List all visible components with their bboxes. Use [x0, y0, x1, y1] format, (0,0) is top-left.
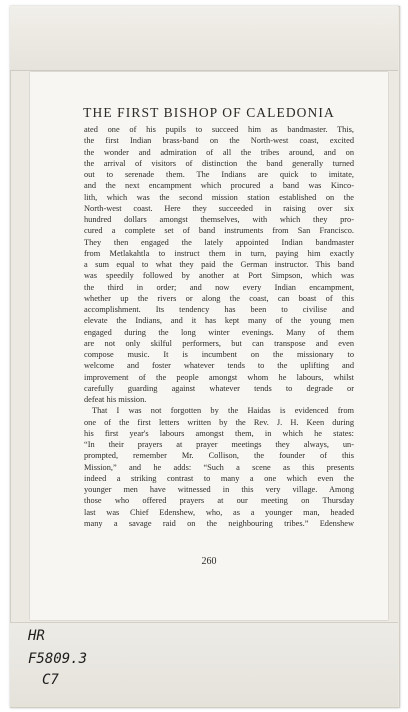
text-line: out to serenade them. The Indians are quick to imitate,: [84, 170, 354, 179]
text-line: elevate the Indians, and it has kept many of the young men: [84, 316, 354, 326]
text-line: the wonder and admiration of all the tribes around, and on: [84, 147, 354, 157]
text-line: his first year's labours amongst them, in which he states:: [84, 428, 354, 438]
text-line: was speedily followed by another at Port Simpson, which was: [84, 271, 354, 281]
text-line: That I was not forgotten by the Haidas is evidenced from: [92, 406, 354, 416]
handwritten-call-number-line-3: C7: [42, 672, 59, 688]
text-line: Mission,” and he adds: “Such a scene as this presents: [84, 462, 354, 472]
text-line: from Metlakahtla to instruct them in turn, paying him exactly: [84, 248, 354, 258]
body-text: [84, 124, 354, 529]
text-line: prompted, remember Mr. Collison, the founder of this: [84, 451, 354, 461]
page-number: 260: [201, 556, 217, 567]
text-line: engaged during the long winter evenings. Many of them: [84, 327, 354, 337]
text-line: “In their prayers at prayer meetings they always, un-: [84, 440, 354, 449]
text-line: lith, which was the second mission station established on the: [84, 192, 354, 202]
text-line: improvement of the people amongst whom he labours, whilst: [84, 372, 354, 382]
handwritten-call-number-line-2: F5809.3: [28, 651, 88, 667]
text-line: a sum equal to what they paid the German instructor. This band: [84, 260, 354, 269]
text-line: and the next encampment which procured a band was Kinco-: [84, 181, 354, 191]
text-line: one of the first letters written by the Rev. J. H. Keen during: [84, 417, 354, 427]
top-paper-strip: [10, 6, 398, 71]
text-line: carefully guarding against whatever tends to degrade or: [84, 383, 354, 393]
text-line: defeat his mission.: [84, 395, 147, 404]
text-line: welcome and foster whatever tends to the uplifting and: [84, 361, 354, 371]
text-line: those who offered prayers at our meeting on Thursday: [84, 496, 354, 506]
text-line: compose music. It is incumbent on the missionary to: [84, 350, 354, 359]
text-line: cured a complete set of band instruments from San Francisco.: [84, 226, 354, 236]
page-title: THE FIRST BISHOP OF CALEDONIA: [83, 105, 335, 120]
text-line: the first Indian brass-band on the North-west coast, excited: [84, 136, 354, 146]
text-line: indeed a striking contrast to many a one which even the: [84, 473, 354, 483]
text-line: ated one of his pupils to succeed him as bandmaster. This,: [84, 125, 354, 134]
text-line: younger men have witnessed in this very village. Among: [84, 485, 354, 494]
text-line: are not only skilful performers, but can transpose and even: [84, 338, 354, 348]
text-line: many a savage raid on the neighbouring tribes.” Edenshew: [84, 518, 354, 528]
text-line: They then engaged the lately appointed Indian bandmaster: [84, 237, 354, 247]
handwritten-call-number-line-1: HR: [28, 628, 45, 644]
text-line: accomplishment. Its tendency has been to civilise and: [84, 305, 354, 314]
text-line: hundred dollars amongst themselves, with which they pro-: [84, 215, 354, 224]
text-line: whether up the rivers or along the coast, can boast of this: [84, 293, 354, 303]
text-line: the arrival of visitors of distinction the band generally turned: [84, 158, 354, 168]
text-line: the third in order; and now every Indian encampment,: [84, 282, 354, 292]
text-line: last was Chief Edenshew, who, as a younger man, headed: [84, 507, 354, 517]
text-line: North-west coast. Here they succeeded in raising over six: [84, 203, 354, 213]
